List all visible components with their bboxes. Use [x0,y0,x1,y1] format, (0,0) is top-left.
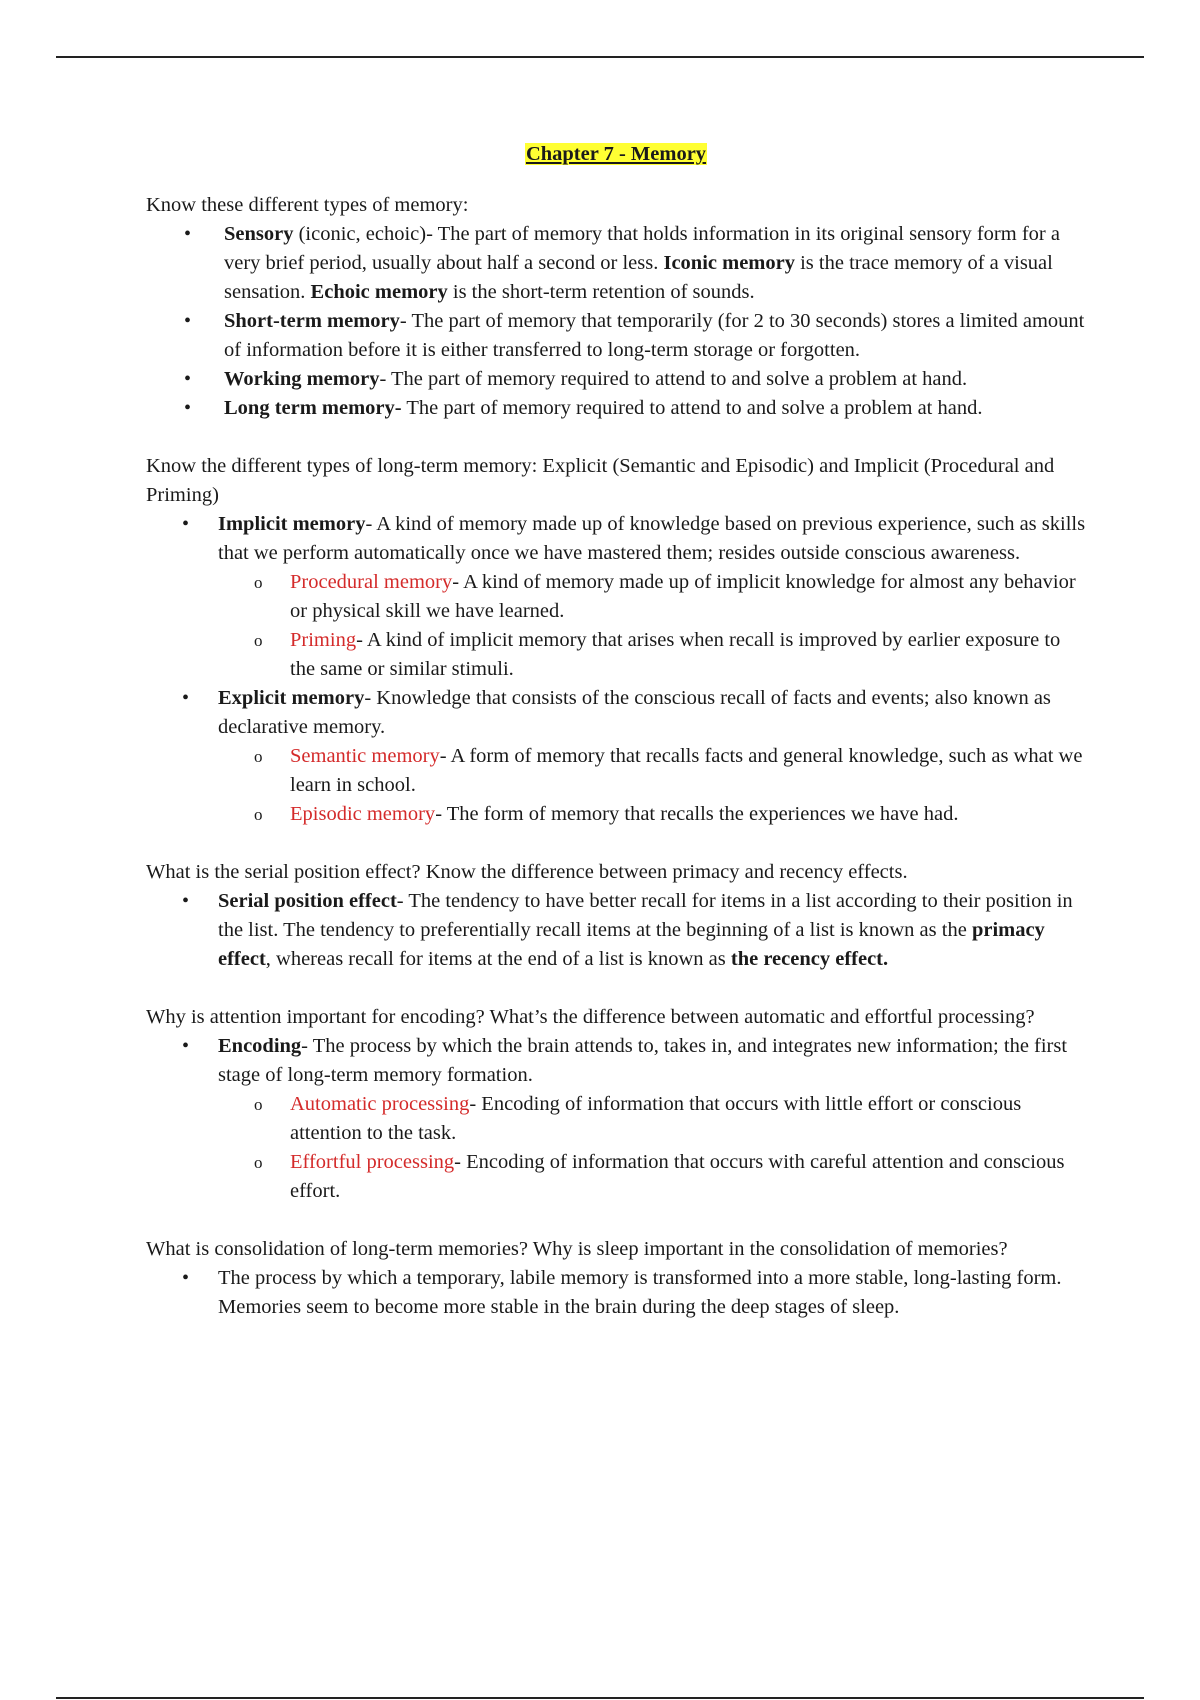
list-item: • Explicit memory- Knowledge that consists of the conscious recall of facts and events; also known as declarative memory. o Semantic memory- A form of memory that recalls facts and general knowledge, such as what we learn in school. o Episodic memory- The form of memory that recalls the experiences we have had. [146,684,1086,829]
sub-list [218,1090,1086,1206]
section-long-term-types [146,452,1086,829]
list-item: • Short-term memory- The part of memory that temporarily (for 2 to 30 seconds) stores a limited amount of information before it is either transferred to long-term storage or forgotten. [146,307,1086,365]
document-page [146,140,1086,1351]
top-rule [56,56,1144,58]
sub-list [218,742,1086,829]
section-question: Know these different types of memory: [146,194,469,216]
sub-list-item: o Effortful processing- Encoding of information that occurs with careful attention and conscious effort. [218,1148,1086,1206]
bottom-rule [56,1697,1144,1699]
list-item: • Working memory- The part of memory required to attend to and solve a problem at hand. [146,365,1086,394]
list-item: • Implicit memory- A kind of memory made up of knowledge based on previous experience, such as skills that we perform automatically once we have mastered them; resides outside conscious awareness. o Procedural memory- A kind of memory made up of implicit knowledge for almost any behavior or physical skill we have learned. o Priming- A kind of implicit memory that arises when recall is improved by earlier exposure to the same or similar stimuli. [146,510,1086,684]
bullet-list [146,220,1086,423]
sub-list-item: o Episodic memory- The form of memory that recalls the experiences we have had. [218,800,1086,829]
bullet-list [146,887,1086,974]
section-serial-position [146,858,1086,974]
list-item: • Serial position effect- The tendency to have better recall for items in a list according to their position in the list. The tendency to preferentially recall items at the beginning of a list is known as the primacy effect, whereas recall for items at the end of a list is known as the recency effect. [146,887,1086,974]
section-question: What is consolidation of long-term memories? Why is sleep important in the consolidation of memories? [146,1238,1008,1260]
list-item: • Sensory (iconic, echoic)- The part of memory that holds information in its original sensory form for a very brief period, usually about half a second or less. Iconic memory is the trace memory of a visual sensation. Echoic memory is the short-term retention of sounds. [146,220,1086,307]
list-item: • Long term memory- The part of memory required to attend to and solve a problem at hand. [146,394,1086,423]
sub-list-item: o Automatic processing- Encoding of information that occurs with little effort or conscious attention to the task. [218,1090,1086,1148]
section-question: Why is attention important for encoding? What’s the difference between automatic and effortful processing? [146,1006,1035,1028]
bullet-list [146,1264,1086,1322]
bullet-list [146,1032,1086,1206]
section-question: What is the serial position effect? Know the difference between primacy and recency effects. [146,861,908,883]
section-consolidation [146,1235,1086,1322]
section-question: Know the different types of long-term memory: Explicit (Semantic and Episodic) and Implicit (Procedural and Priming) [146,455,1055,506]
bullet-list [146,510,1086,829]
list-item: • Encoding- The process by which the brain attends to, takes in, and integrates new information; the first stage of long-term memory formation. o Automatic processing- Encoding of information that occurs with little effort or conscious attention to the task. o Effortful processing- Encoding of information that occurs with careful attention and conscious effort. [146,1032,1086,1206]
section-encoding [146,1003,1086,1206]
page-title: Chapter 7 - Memory [525,143,707,165]
sub-list [218,568,1086,684]
list-item: • The process by which a temporary, labile memory is transformed into a more stable, long-lasting form. Memories seem to become more stable in the brain during the deep stages of sleep. [146,1264,1086,1322]
sub-list-item: o Semantic memory- A form of memory that recalls facts and general knowledge, such as what we learn in school. [218,742,1086,800]
sub-list-item: o Procedural memory- A kind of memory made up of implicit knowledge for almost any behavior or physical skill we have learned. [218,568,1086,626]
section-memory-types [146,191,1086,423]
sub-list-item: o Priming- A kind of implicit memory that arises when recall is improved by earlier exposure to the same or similar stimuli. [218,626,1086,684]
